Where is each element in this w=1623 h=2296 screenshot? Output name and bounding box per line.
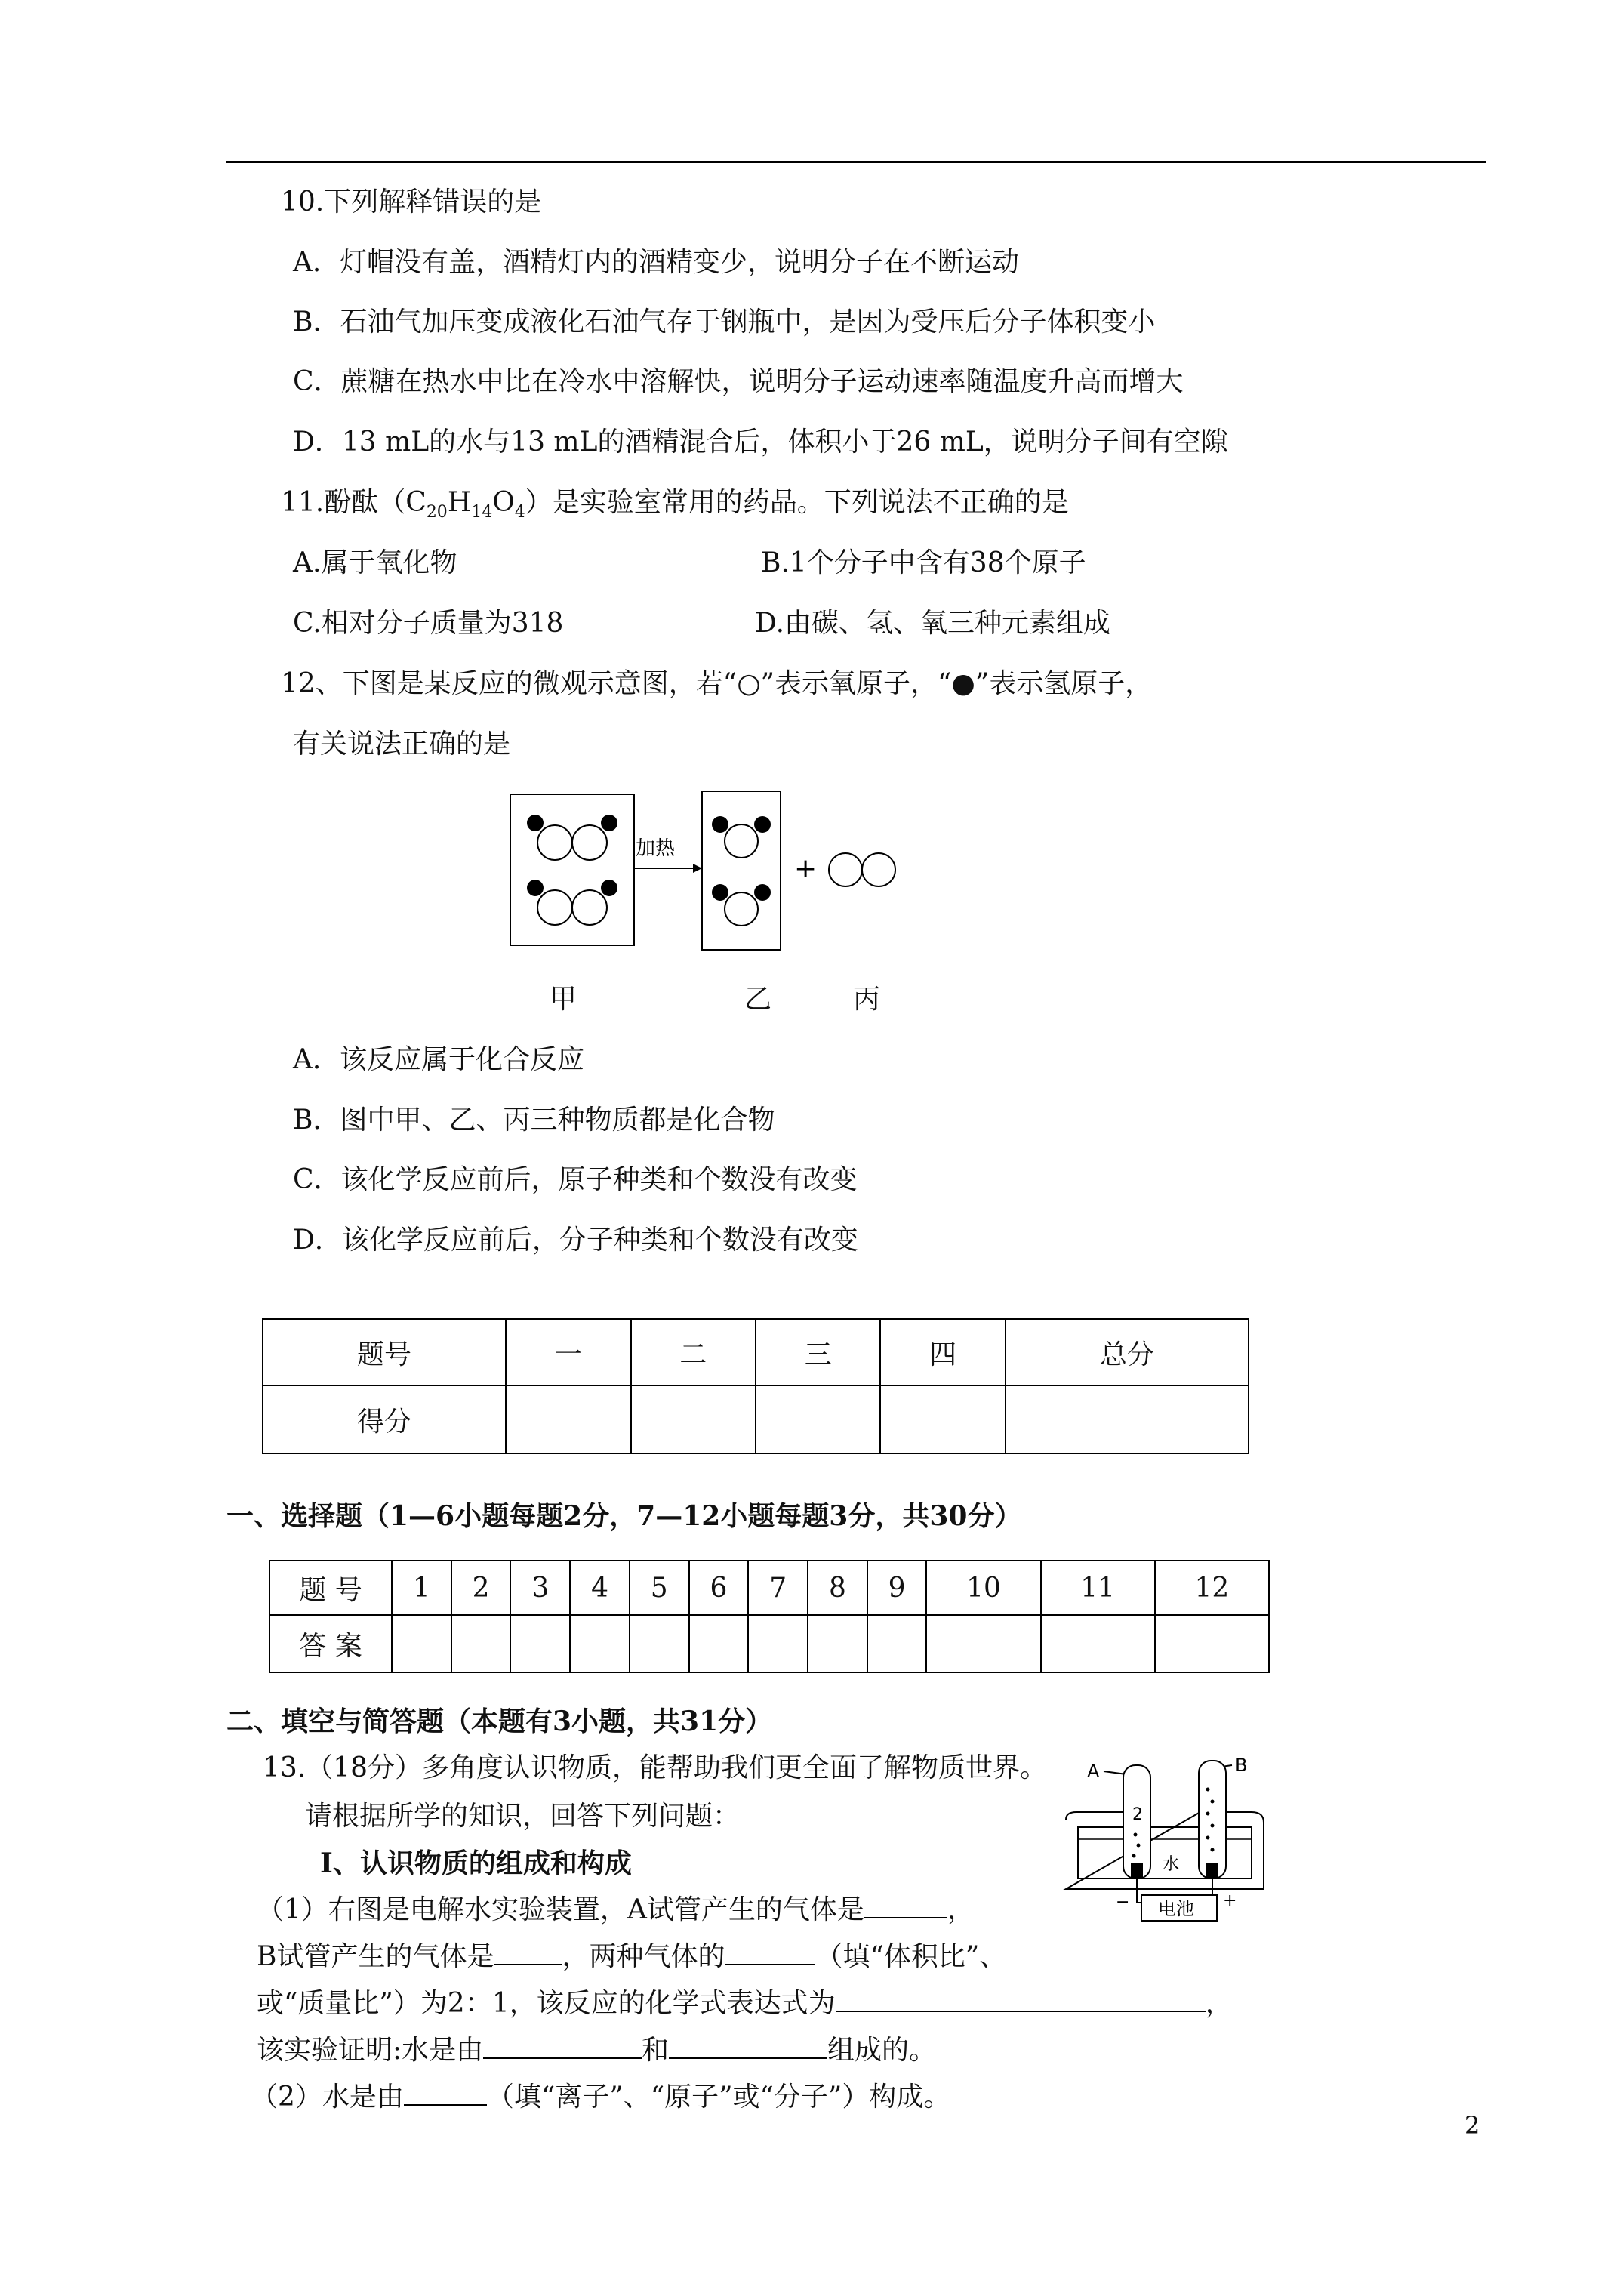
q11-option-b: B.1个分子中含有38个原子 xyxy=(761,547,1086,578)
answer-row-label: 答 案 xyxy=(269,1615,392,1672)
tube-a-label: A xyxy=(1087,1761,1100,1782)
answer-cell[interactable] xyxy=(451,1615,511,1672)
question-number-cell: 3 xyxy=(510,1561,570,1615)
water-tank xyxy=(1066,1812,1264,1889)
section1-title: 一、选择题（1—6小题每题2分，7—12小题每题3分，共30分） xyxy=(226,1500,1022,1532)
oxygen-molecule-bing xyxy=(829,853,895,886)
q10-option-c: C．蔗糖在热水中比在冷水中溶解快，说明分子运动速率随温度升高而增大 xyxy=(293,366,1184,397)
score-header-cell: 题号 xyxy=(263,1319,506,1385)
q12-option-a: A．该反应属于化合反应 xyxy=(293,1044,584,1075)
q11-option-d: D.由碳、氢、氧三种元素组成 xyxy=(755,608,1111,639)
question-number-cell: 12 xyxy=(1155,1561,1269,1615)
q13-p2: B试管产生的气体是 ，两种气体的 （填“体积比”、 xyxy=(257,1941,1007,1972)
answer-cell[interactable] xyxy=(510,1615,570,1672)
score-cell[interactable] xyxy=(880,1385,1005,1453)
score-header-cell: 一 xyxy=(506,1319,630,1385)
question-number-cell: 1 xyxy=(392,1561,451,1615)
plus-terminal: + xyxy=(1223,1891,1237,1910)
arrow-label: 加热 xyxy=(636,837,676,860)
blank-gas-a[interactable] xyxy=(864,1894,947,1918)
score-header-cell: 二 xyxy=(631,1319,756,1385)
answer-cell[interactable] xyxy=(867,1615,927,1672)
question-number-cell: 6 xyxy=(689,1561,749,1615)
section2-title: 二、填空与简答题（本题有3小题，共31分） xyxy=(226,1706,773,1737)
answer-cell[interactable] xyxy=(630,1615,689,1672)
answer-cell[interactable] xyxy=(1155,1615,1269,1672)
q10-option-d: D．13 mL的水与13 mL的酒精混合后，体积小于26 mL，说明分子间有空隙 xyxy=(293,427,1228,458)
answer-cell[interactable] xyxy=(1041,1615,1155,1672)
label-jia: 甲 xyxy=(550,984,577,1015)
q13-p4: 该实验证明:水是由 和 组成的。 xyxy=(257,2035,937,2066)
q11-stem: 11.酚酞$(C_{20}H_{14}O_4)$是实验室常用的药品。下列说法不正确的是 xyxy=(281,487,1069,522)
hydrogen-atoms-jia xyxy=(527,815,617,896)
q13-p1: （1）右图是电解水实验装置，A试管产生的气体是 ， xyxy=(257,1894,975,1925)
reaction-diagram xyxy=(498,785,921,959)
score-row-label: 得分 xyxy=(263,1385,506,1453)
oxygen-atoms-yi xyxy=(725,824,758,926)
water-label: 水 xyxy=(1163,1855,1180,1874)
q12-option-d: D．该化学反应前后，分子种类和个数没有改变 xyxy=(293,1225,858,1256)
electrode-b xyxy=(1206,1863,1218,1878)
question-number-cell: 11 xyxy=(1041,1561,1155,1615)
q13-p3: 或“质量比”）为2：1，该反应的化学式表达式为 ， xyxy=(257,1988,1233,2019)
score-cell[interactable] xyxy=(756,1385,880,1453)
answer-cell[interactable] xyxy=(392,1615,451,1672)
q12-option-b: B．图中甲、乙、丙三种物质都是化合物 xyxy=(293,1105,775,1136)
score-cell[interactable] xyxy=(506,1385,630,1453)
q10-stem: 10.下列解释错误的是 xyxy=(281,186,542,217)
header-rule xyxy=(226,161,1486,163)
score-header-cell: 三 xyxy=(756,1319,880,1385)
score-table xyxy=(262,1318,1249,1454)
question-number-cell: 9 xyxy=(867,1561,927,1615)
question-number-cell: 8 xyxy=(808,1561,867,1615)
arrow-head xyxy=(693,864,702,873)
q13-line1: 13.（18分）多角度认识物质，能帮助我们更全面了解物质世界。 xyxy=(263,1752,1048,1783)
battery-label: 电池 xyxy=(1158,1898,1194,1919)
oxygen-atoms-jia xyxy=(537,825,607,925)
q13-line2: 请根据所学的知识，回答下列问题： xyxy=(305,1801,741,1832)
answer-header-label: 题 号 xyxy=(269,1561,392,1615)
score-header-cell: 总分 xyxy=(1006,1319,1249,1385)
electrolysis-apparatus xyxy=(1057,1744,1298,1940)
answer-cell[interactable] xyxy=(808,1615,867,1672)
question-number-cell: 7 xyxy=(748,1561,808,1615)
q10-option-a: A．灯帽没有盖，酒精灯内的酒精变少，说明分子在不断运动 xyxy=(293,247,1019,278)
question-number-cell: 4 xyxy=(570,1561,630,1615)
q11-option-c: C.相对分子质量为318 xyxy=(293,608,564,639)
label-yi: 乙 xyxy=(744,984,772,1015)
question-number-cell: 10 xyxy=(926,1561,1040,1615)
minus-terminal: − xyxy=(1116,1893,1130,1912)
answer-cell[interactable] xyxy=(926,1615,1040,1672)
answer-cell[interactable] xyxy=(748,1615,808,1672)
plus-sign: + xyxy=(794,853,818,884)
answer-table xyxy=(269,1560,1270,1673)
q13-p5: （2）水是由 （填“离子”、“原子”或“分子”）构成。 xyxy=(251,2082,951,2113)
q11-option-a: A.属于氧化物 xyxy=(293,547,457,578)
answer-cell[interactable] xyxy=(570,1615,630,1672)
score-cell[interactable] xyxy=(631,1385,756,1453)
score-header-cell: 四 xyxy=(880,1319,1005,1385)
blank-element-2[interactable] xyxy=(669,2035,827,2059)
q13-heading: Ⅰ、认识物质的组成和构成 xyxy=(320,1848,632,1879)
q12-stem-line2: 有关说法正确的是 xyxy=(293,729,511,760)
tube-b-label: B xyxy=(1235,1755,1248,1776)
blank-ratio-type[interactable] xyxy=(725,1941,815,1965)
tube-number: 2 xyxy=(1132,1805,1143,1824)
question-number-cell: 5 xyxy=(630,1561,689,1615)
blank-equation[interactable] xyxy=(836,1988,1206,2012)
answer-cell[interactable] xyxy=(689,1615,749,1672)
blank-element-1[interactable] xyxy=(483,2035,642,2059)
page-number: 2 xyxy=(1464,2111,1480,2140)
tube-b xyxy=(1199,1761,1226,1878)
q12-option-c: C．该化学反应前后，原子种类和个数没有改变 xyxy=(293,1164,858,1195)
label-bing: 丙 xyxy=(853,984,881,1015)
electrode-a xyxy=(1131,1863,1143,1878)
q12-stem-line1: 12、下图是某反应的微观示意图，若“○”表示氧原子，“●”表示氢原子， xyxy=(281,668,1153,699)
blank-gas-b[interactable] xyxy=(494,1941,562,1965)
score-cell[interactable] xyxy=(1006,1385,1249,1453)
question-number-cell: 2 xyxy=(451,1561,511,1615)
q10-option-b: B．石油气加压变成液化石油气存于钢瓶中，是因为受压后分子体积变小 xyxy=(293,307,1156,337)
reactant-box xyxy=(510,794,634,945)
blank-particle[interactable] xyxy=(404,2082,487,2106)
